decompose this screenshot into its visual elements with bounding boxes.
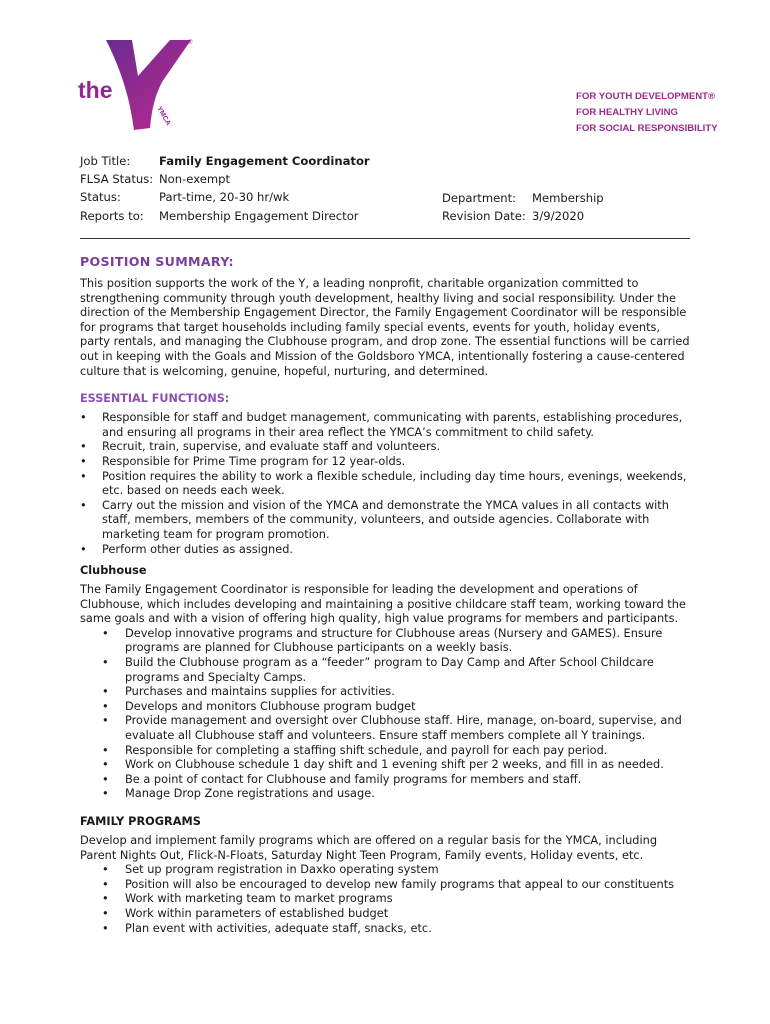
list-item: • Build the Clubhouse program as a “feeder” program to Day Camp and After School Childcare programs and Specialty Camps.: [80, 655, 692, 684]
svg-text:the: the: [78, 77, 113, 103]
department-row: [442, 189, 604, 207]
meta-label: Job Title:: [80, 154, 131, 168]
status-row: [80, 188, 370, 206]
list-item: • Position will also be encouraged to develop new family programs that appeal to our constituents: [80, 877, 692, 892]
list-item: • Responsible for staff and budget management, communicating with parents, establishing procedures, and ensuring all programs in their area reflect the YMCA’s commitment to child safety.: [80, 410, 692, 439]
tagline: [576, 89, 718, 137]
family-programs-text: Develop and implement family programs which are offered on a regular basis for the YMCA, including Parent Nights Out, Flick-N-Floats, Saturday Night Teen Program, Family events, Holiday events, etc.: [80, 833, 658, 862]
meta-value: Part-time, 20-30 hr/wk: [159, 190, 290, 205]
tagline-line: FOR YOUTH DEVELOPMENT®: [576, 91, 716, 102]
list-item: • Purchases and maintains supplies for activities.: [80, 684, 692, 699]
list-item: • Work within parameters of established budget: [80, 906, 692, 921]
reports-to-row: [80, 207, 370, 225]
list-item: • Responsible for Prime Time program for 12 year-olds.: [80, 454, 692, 469]
meta-label: Status:: [80, 190, 121, 205]
essential-functions-list: [80, 410, 692, 556]
list-item: • Responsible for completing a staffing shift schedule, and payroll for each pay period.: [80, 743, 692, 758]
list-item: • Recruit, train, supervise, and evaluate staff and volunteers.: [80, 439, 692, 454]
meta-label: Revision Date:: [442, 209, 526, 224]
revision-date-row: [442, 207, 604, 225]
meta-value: Membership: [532, 191, 604, 205]
position-summary-text: This position supports the work of the Y, a leading nonprofit, charitable organization committed to strengthening community through youth development, healthy living and social responsibility. Under the direction of the Membership Engagement Director, the Family Engagement Coordinator will be responsible for programs that target households including family special events, events for youth, holiday events, party rentals, and managing the Clubhouse program, and drop zone. The essential functions will be carried out in keeping with the Goals and Mission of the Goldsboro YMCA, intentionally fostering a cause-centered culture that is welcoming, genuine, hopeful, nurturing, and determined.: [80, 276, 690, 378]
list-item: • Develop innovative programs and structure for Clubhouse areas (Nursery and GAMES). Ensure programs are planned for Clubhouse participants on a weekly basis.: [80, 626, 692, 655]
meta-value: 3/9/2020: [532, 209, 585, 224]
tagline-line: FOR HEALTHY LIVING: [576, 107, 678, 118]
list-item: • Plan event with activities, adequate staff, snacks, etc.: [80, 921, 692, 936]
flsa-row: [80, 170, 370, 188]
clubhouse-list: [80, 626, 692, 801]
svg-text:®: ®: [188, 40, 193, 46]
list-item: • Develops and monitors Clubhouse program budget: [80, 699, 692, 714]
meta-value: Non-exempt: [159, 172, 231, 187]
meta-value: Membership Engagement Director: [159, 208, 359, 223]
essential-functions-heading: ESSENTIAL FUNCTIONS:: [80, 392, 230, 406]
list-item: • Carry out the mission and vision of the YMCA and demonstrate the YMCA values in all contacts with staff, members, members of the community, volunteers, and outside agencies. Collaborate with marketing team for program promotion.: [80, 498, 692, 542]
position-summary-heading: POSITION SUMMARY:: [80, 254, 234, 269]
job-description-body: [80, 254, 692, 935]
clubhouse-heading: Clubhouse: [80, 564, 147, 578]
family-programs-list: [80, 862, 692, 935]
meta-label: FLSA Status:: [80, 172, 154, 187]
department-meta: [442, 189, 604, 225]
list-item: • Manage Drop Zone registrations and usage.: [80, 786, 692, 801]
meta-label: Department:: [442, 191, 517, 205]
job-title-value: Family Engagement Coordinator: [159, 154, 370, 168]
list-item: • Be a point of contact for Clubhouse and family programs for members and staff.: [80, 772, 692, 787]
list-item: • Set up program registration in Daxko operating system: [80, 862, 692, 877]
clubhouse-text: The Family Engagement Coordinator is responsible for leading the development and operations of Clubhouse, which includes developing and maintaining a positive childcare staff team, working toward the same goals and with a vision of offering high quality, high value programs for members and participants.: [80, 582, 686, 626]
list-item: • Provide management and oversight over Clubhouse staff. Hire, manage, on-board, supervise, and evaluate all Clubhouse staff and volunteers. Ensure staff members complete all Y trainings.: [80, 713, 692, 742]
list-item: • Position requires the ability to work a flexible schedule, including day time hours, evenings, weekends, etc. based on needs each week.: [80, 469, 692, 498]
header-divider: [80, 238, 690, 239]
list-item: • Work with marketing team to market programs: [80, 891, 692, 906]
job-meta: [80, 152, 370, 225]
list-item: • Perform other duties as assigned.: [80, 542, 692, 557]
meta-label: Reports to:: [80, 208, 144, 223]
family-programs-heading: FAMILY PROGRAMS: [80, 815, 201, 828]
list-item: • Work on Clubhouse schedule 1 day shift and 1 evening shift per 2 weeks, and fill in as needed.: [80, 757, 692, 772]
ymca-logo: [78, 36, 198, 136]
tagline-line: FOR SOCIAL RESPONSIBILITY: [576, 123, 718, 134]
svg-text:YMCA: YMCA: [155, 105, 172, 127]
job-title-row: [80, 152, 370, 170]
